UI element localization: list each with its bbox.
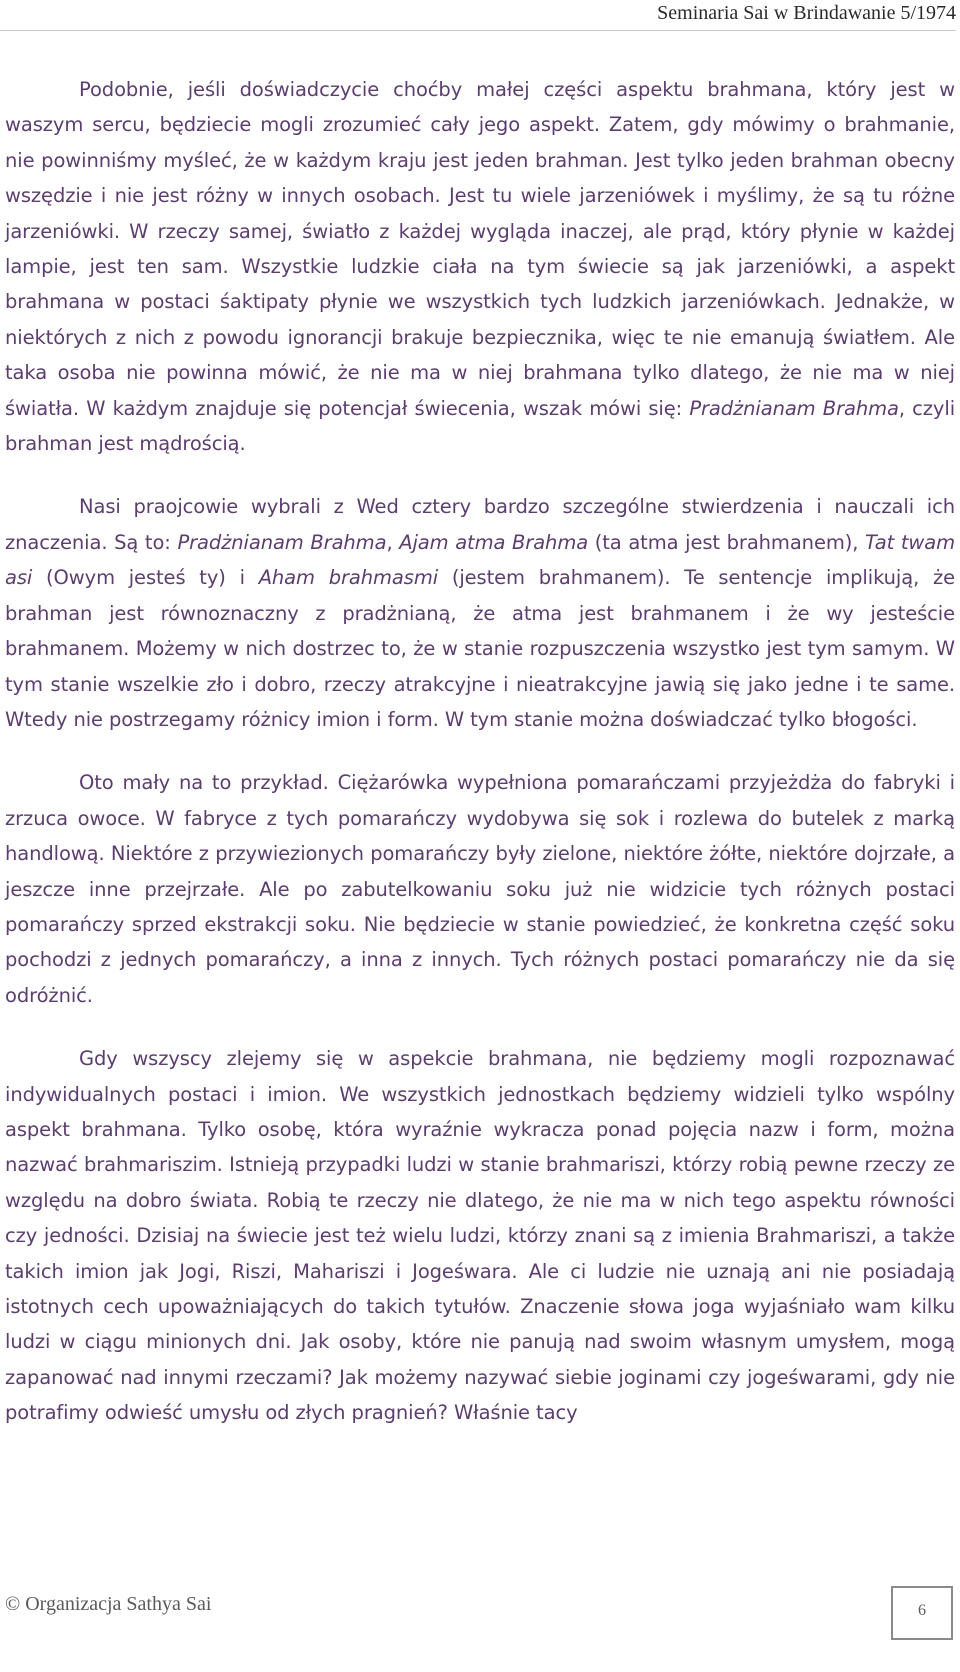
paragraph-1	[5, 72, 955, 461]
paragraph-text: ,	[386, 530, 400, 554]
document-body	[5, 72, 955, 1431]
paragraph-text: Podobnie, jeśli doświadczycie choćby małej części aspektu brahmana, który jest w waszym sercu, będziecie mogli zrozumieć cały jego aspekt. Zatem, gdy mówimy o brahmanie, nie powinniśmy myśleć, że w każdym kraju jest jeden brahman. Jest tylko jeden brahman obecny wszędzie i nie jest różny w innych osobach. Jest tu wiele jarzeniówek i myślimy, że są tu różne jarzeniówki. W rzeczy samej, światło z każdej wygląda inaczej, ale prąd, który płynie w każdej lampie, jest ten sam. Wszystkie ludzkie ciała na tym świecie są jak jarzeniówki, a aspekt brahmana w postaci śaktipaty płynie we wszystkich tych ludzkich jarzeniówkach. Jednakże, w niektórych z nich z powodu ignorancji brakuje bezpiecznika, więc te nie emanują światłem. Ale taka osoba nie powinna mówić, że nie ma w niej brahmana tylko dlatego, że nie ma w niej światła. W każdym znajduje się potencjał świecenia, wszak mówi się:	[5, 78, 955, 420]
page-number-box	[891, 1586, 953, 1640]
paragraph-text: Oto mały na to przykład. Ciężarówka wypełniona pomarańczami przyjeżdża do fabryki i zrzuca owoce. W fabryce z tych pomarańczy wydobywa się sok i rozlewa do butelek z marką handlową. Niektóre z przywiezionych pomarańczy były zielone, niektóre żółte, niektóre dojrzałe, a jeszcze inne przejrzałe. Ale po zabutelkowaniu soku już nie widzicie tych różnych postaci pomarańczy sprzed ekstrakcji soku. Nie będziecie w stanie powiedzieć, że konkretna część soku pochodzi z jednych pomarańczy, a inna z innych. Tych różnych postaci pomarańczy nie da się odróżnić.	[5, 771, 955, 1007]
page-header	[0, 0, 956, 31]
paragraph-text: (ta atma jest brahmanem),	[588, 530, 866, 554]
page-number: 6	[918, 1602, 926, 1619]
paragraph-text: (Owym jesteś ty) i	[32, 566, 259, 590]
paragraph-text: (jestem brahmanem). Te sentencje implikują, że brahman jest równoznaczny z pradżnianą, że atma jest brahmanem i że wy jesteście brahmanem. Możemy w nich dostrzec to, że w stanie rozpuszczenia wszystko jest tym samym. W tym stanie wszelkie zło i dobro, rzeczy atrakcyjne i nieatrakcyjne jawią się jako jedne i te same. Wtedy nie postrzegamy różnicy imion i form. W tym stanie można doświadczać tylko błogości.	[5, 566, 955, 731]
paragraph-text: , czyli brahman jest mądrością.	[5, 396, 956, 456]
sanskrit-term: Pradżnianam Brahma	[177, 530, 387, 554]
paragraph-3	[5, 765, 955, 1013]
sanskrit-term: Ajam atma Brahma	[399, 530, 589, 554]
paragraph-text: Gdy wszyscy zlejemy się w aspekcie brahmana, nie będziemy mogli rozpoznawać indywidualnych postaci i imion. We wszystkich jednostkach będziemy widzieli tylko wspólny aspekt brahmana. Tylko osobę, która wyraźnie wykracza ponad pojęcia nazw i form, można nazwać brahmariszim. Istnieją przypadki ludzi w stanie brahmariszi, którzy robią pewne rzeczy ze względu na dobro świata. Robią te rzeczy nie dlatego, że nie ma w nich tego aspektu równości czy jedności. Dzisiaj na świecie jest też wielu ludzi, którzy znani są z imienia Brahmariszi, a także takich imion jak Jogi, Riszi, Mahariszi i Jogeśwara. Ale ci ludzie nie uznają ani nie posiadają istotnych cech upoważniających do takich tytułów. Znaczenie słowa joga wyjaśniało wam kilku ludzi w ciągu minionych dni. Jak osoby, które nie panują nad swoim własnym umysłem, mogą zapanować nad innymi rzeczami? Jak możemy nazywać siebie joginami czy jogeśwarami, gdy nie potrafimy odwieść umysłu od złych pragnień? Właśnie tacy	[5, 1047, 955, 1425]
paragraph-2	[5, 489, 955, 737]
sanskrit-term: Pradżnianam Brahma	[689, 396, 899, 420]
sanskrit-term: Tat twam asi	[5, 530, 955, 590]
header-title: Seminaria Sai w Brindawanie 5/1974	[657, 2, 956, 24]
sanskrit-term: Aham brahmasmi	[258, 566, 439, 590]
footer-copyright: © Organizacja Sathya Sai	[5, 1593, 212, 1615]
paragraph-4	[5, 1041, 955, 1430]
paragraph-text: Nasi praojcowie wybrali z Wed cztery bardzo szczególne stwierdzenia i nauczali ich znaczenia. Są to:	[5, 495, 955, 554]
